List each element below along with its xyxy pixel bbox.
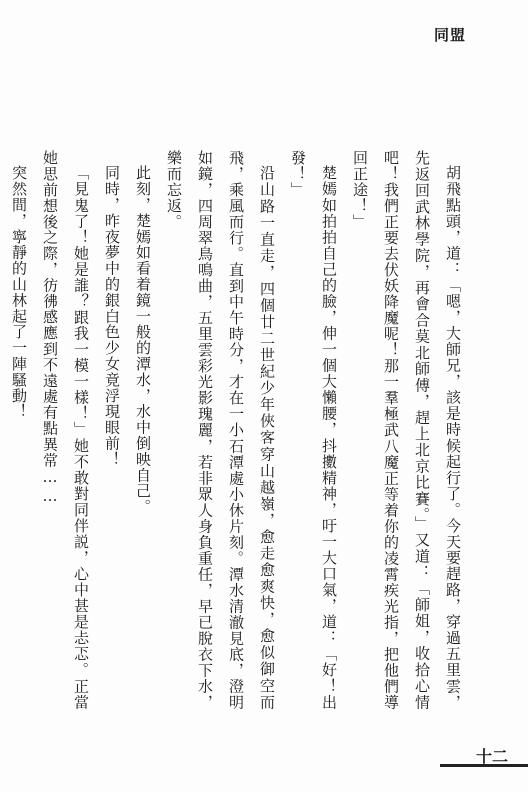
paragraph: 「見鬼了！她是誰？跟我一模一樣！」她不敢對同伴説，心中甚是忐忑。正當她思前想後之際，彷彿感應到不遠處有點異常…… [41,150,90,710]
paragraph [0,150,3,710]
vertical-text-body [10,150,468,710]
paragraph: 突然間，寧靜的山林起了一陣騷動！ [10,165,28,420]
paragraph: 同時，昨夜夢中的銀白色少女竟浮現眼前！ [103,165,121,468]
paragraph: 胡飛點頭，道：「嗯，大師兄，該是時候起行了。今天要趕路，穿過五里雲，先返回武林學院，再會合莫北師傅，趕上北京比賽。」又道：「師姐，收拾心情吧！我們正要去伏妖降魔呢！那一羣極武八魔正等着你的凌霄疾光指，把他們導回正途！」 [351,150,462,710]
running-header-title: 同盟 [433,26,466,44]
paragraph: 沿山路一直走，四個廿二世紀少年俠客穿山越嶺，愈走愈爽快，愈似御空而飛，乘風而行。直到中午時分，才在一小石潭處小休片刻。潭水清澈見底，澄明如鏡，四周翠鳥鳴曲，五里雲彩光影瑰麗，若非眾人身負重任，早已脫衣下水，樂而忘返。 [165,150,276,710]
paragraph: 此刻，楚嫣如看着鏡一般的潭水，水中倒映自己。 [134,165,152,515]
page-number: 十二 [475,747,508,766]
paragraph: 楚嫣如拍拍自己的臉，伸一個大懶腰，抖擻精神，吁一大口氣，道：「好！出發！」 [289,150,338,710]
